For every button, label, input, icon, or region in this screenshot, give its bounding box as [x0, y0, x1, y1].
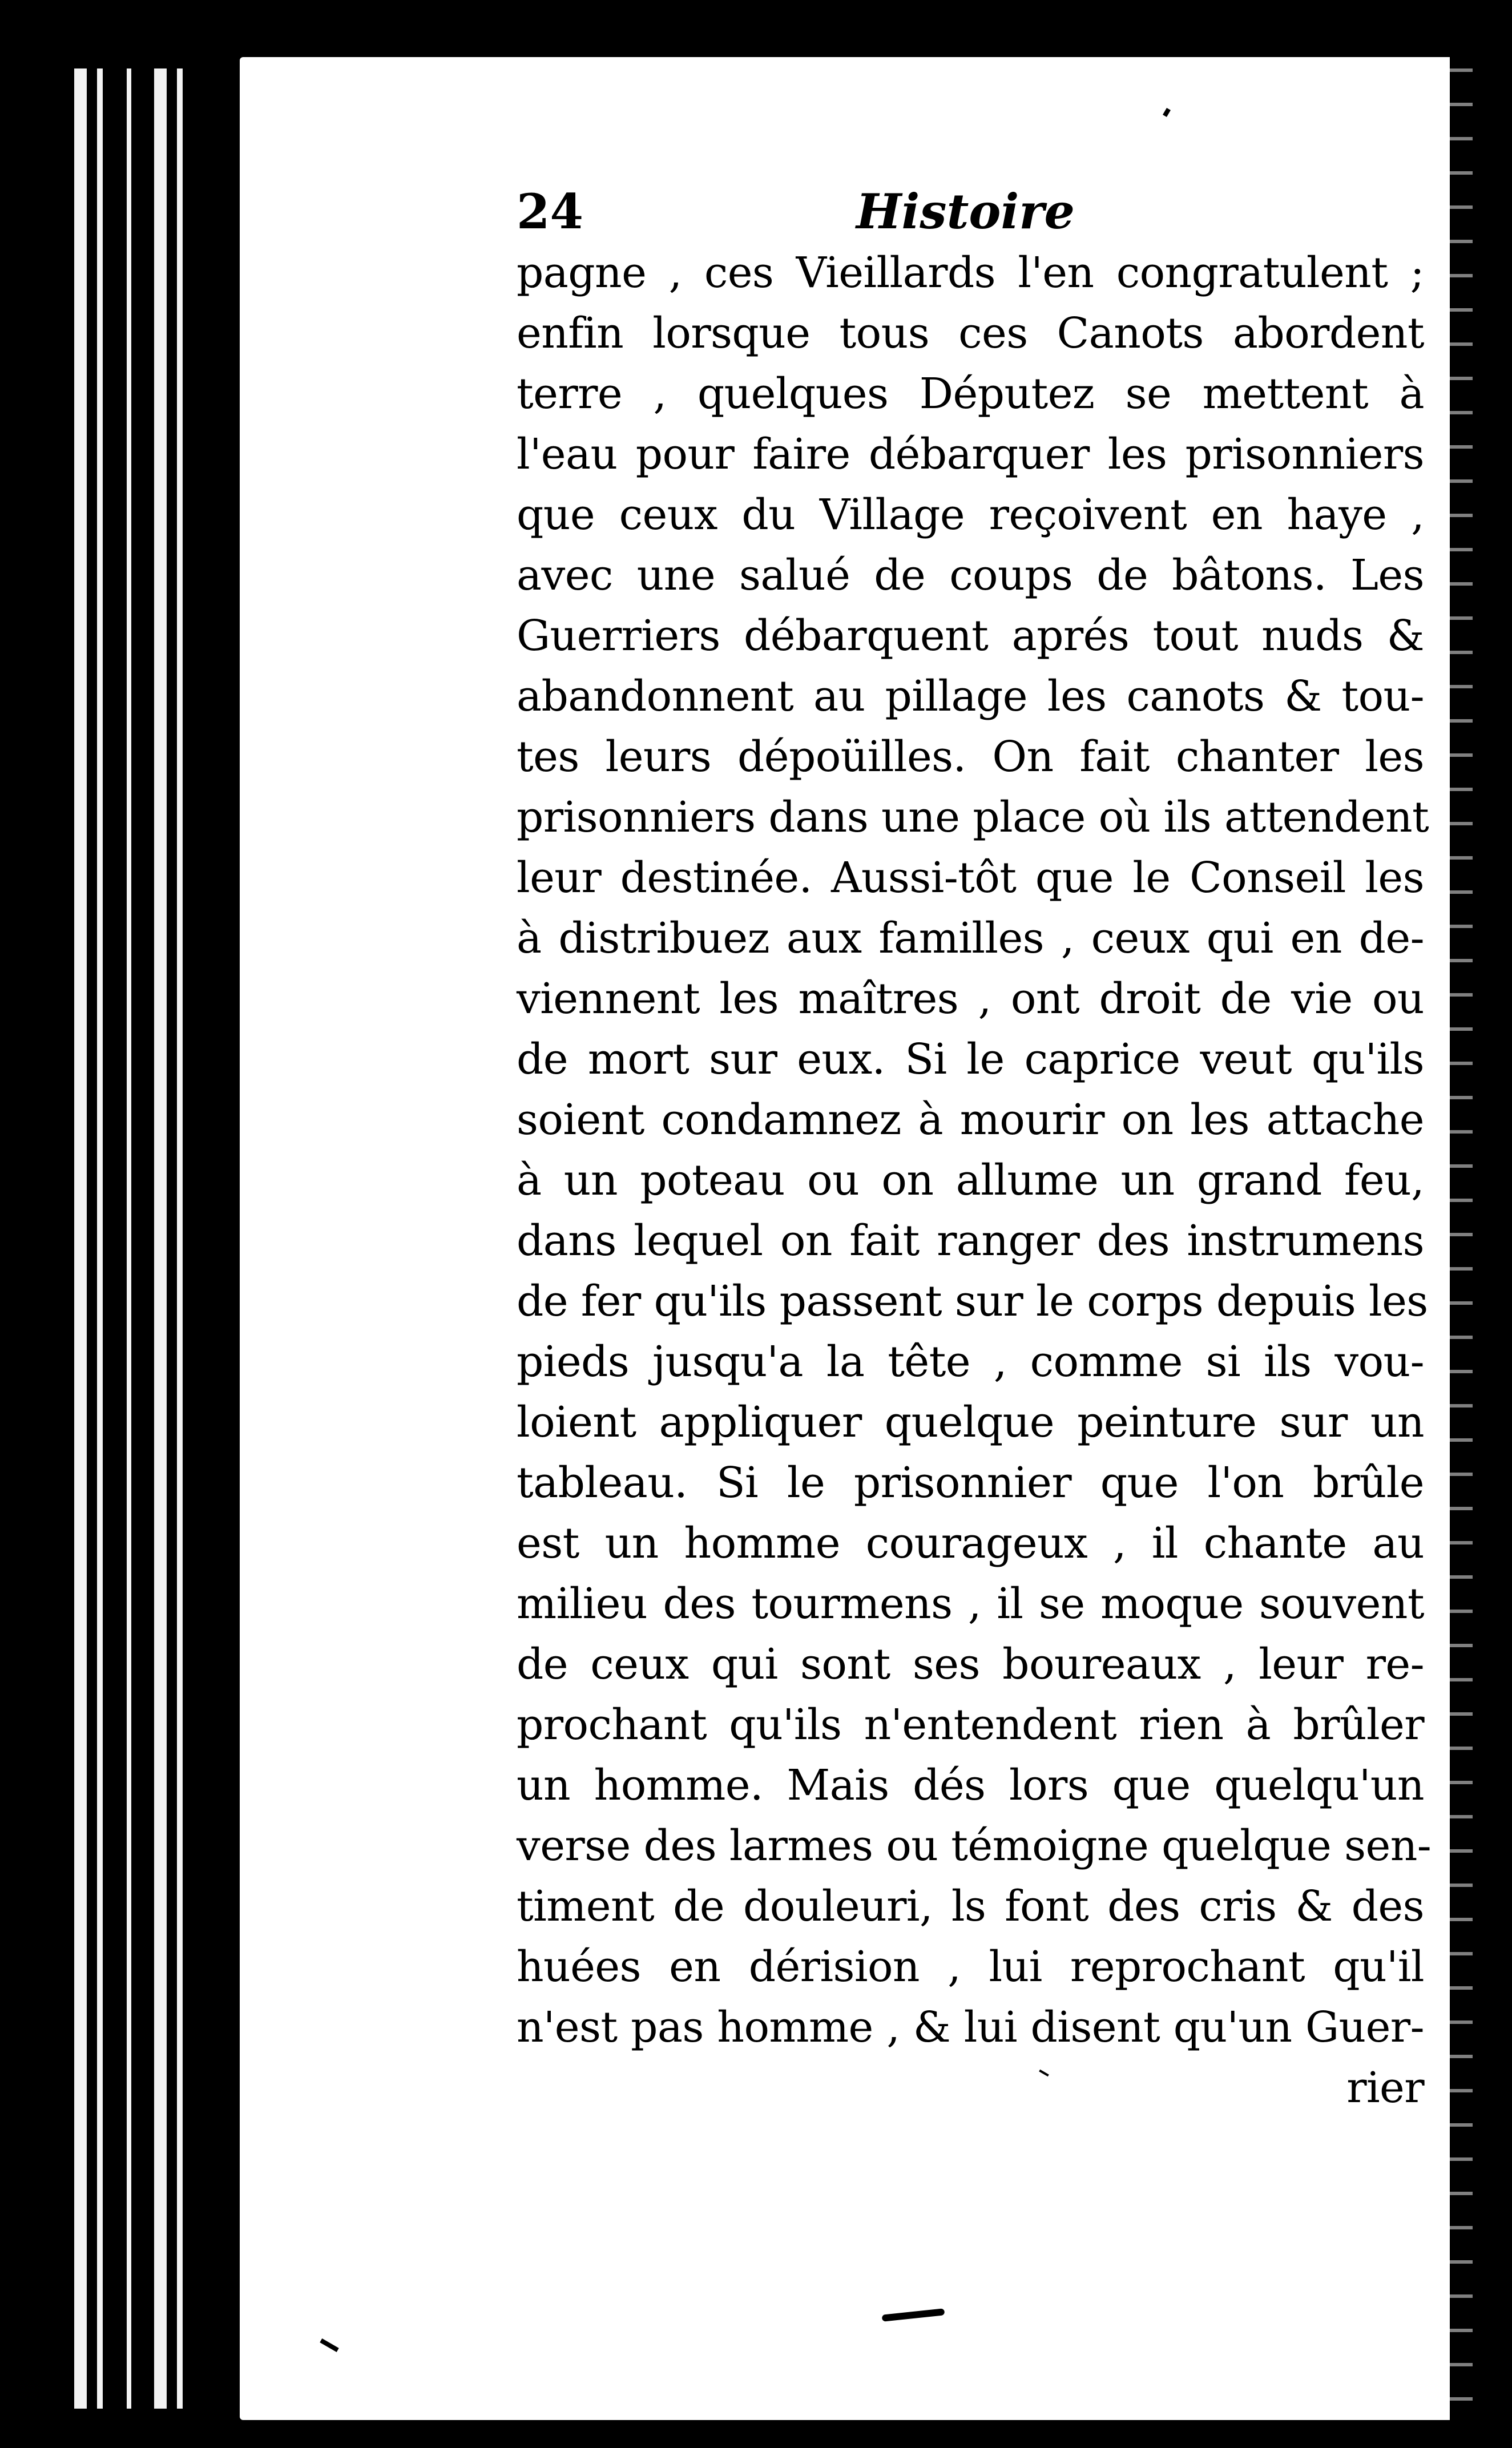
text-line: soient condamnez à mourir on les attache [517, 1095, 1424, 1144]
body-text [517, 243, 1432, 2118]
text-line: timent de douleuri, ls font des cris & des [517, 1882, 1424, 1931]
binding-shadow [205, 57, 240, 2426]
page-right-edge [1450, 68, 1473, 2409]
text-line: verse des larmes ou témoigne quelque sen- [517, 1821, 1432, 1870]
text-line: enfin lorsque tous ces Canots abordent [517, 309, 1424, 358]
ink-speck [665, 2420, 670, 2443]
page-header: Histoire [856, 183, 1075, 240]
text-line: loient appliquer quelque peinture sur un [517, 1398, 1424, 1447]
text-line: prochant qu'ils n'entendent rien à brûler [517, 1700, 1424, 1749]
text-line: avec une salué de coups de bâtons. Les [517, 551, 1424, 600]
text-line: de ceux qui sont ses boureaux , leur re- [517, 1640, 1424, 1689]
text-line: prisonniers dans une place où ils attendent [517, 793, 1429, 842]
text-line: de fer qu'ils passent sur le corps depuis les [517, 1277, 1428, 1326]
text-line: un homme. Mais dés lors que quelqu'un [517, 1761, 1424, 1810]
text-line: à distribuez aux familles , ceux qui en de- [517, 914, 1424, 963]
text-line: à un poteau ou on allume un grand feu, [517, 1156, 1424, 1205]
text-line: Guerriers débarquent aprés tout nuds & [517, 611, 1424, 660]
text-line: viennent les maîtres , ont droit de vie ou [517, 974, 1424, 1023]
text-line: tes leurs dépoüilles. On fait chanter les [517, 732, 1424, 781]
running-head [517, 180, 1116, 243]
text-line: huées en dérision , lui reprochant qu'il [517, 1942, 1424, 1991]
text-line: tableau. Si le prisonnier que l'on brûle [517, 1458, 1424, 1507]
text-line: milieu des tourmens , il se moque souvent [517, 1579, 1424, 1628]
text-line: abandonnent au pillage les canots & tou- [517, 672, 1424, 721]
text-line: l'eau pour faire débarquer les prisonniers [517, 430, 1424, 479]
text-line: leur destinée. Aussi-tôt que le Conseil les [517, 853, 1424, 902]
text-line: pagne , ces Vieillards l'en congratulent ; [517, 248, 1424, 297]
text-line: n'est pas homme , & lui disent qu'un Guer- [517, 2003, 1424, 2052]
page-number: 24 [517, 183, 583, 240]
text-line: est un homme courageux , il chante au [517, 1519, 1424, 1568]
text-line: pieds jusqu'a la tête , comme si ils vou- [517, 1337, 1424, 1386]
text-line: dans lequel on fait ranger des instrumens [517, 1216, 1424, 1265]
catchword: rier [1346, 2063, 1424, 2112]
text-line: de mort sur eux. Si le caprice veut qu'ils [517, 1035, 1424, 1084]
text-line: terre , quelques Députez se mettent à [517, 369, 1424, 418]
text-line: que ceux du Village reçoivent en haye , [517, 490, 1424, 539]
